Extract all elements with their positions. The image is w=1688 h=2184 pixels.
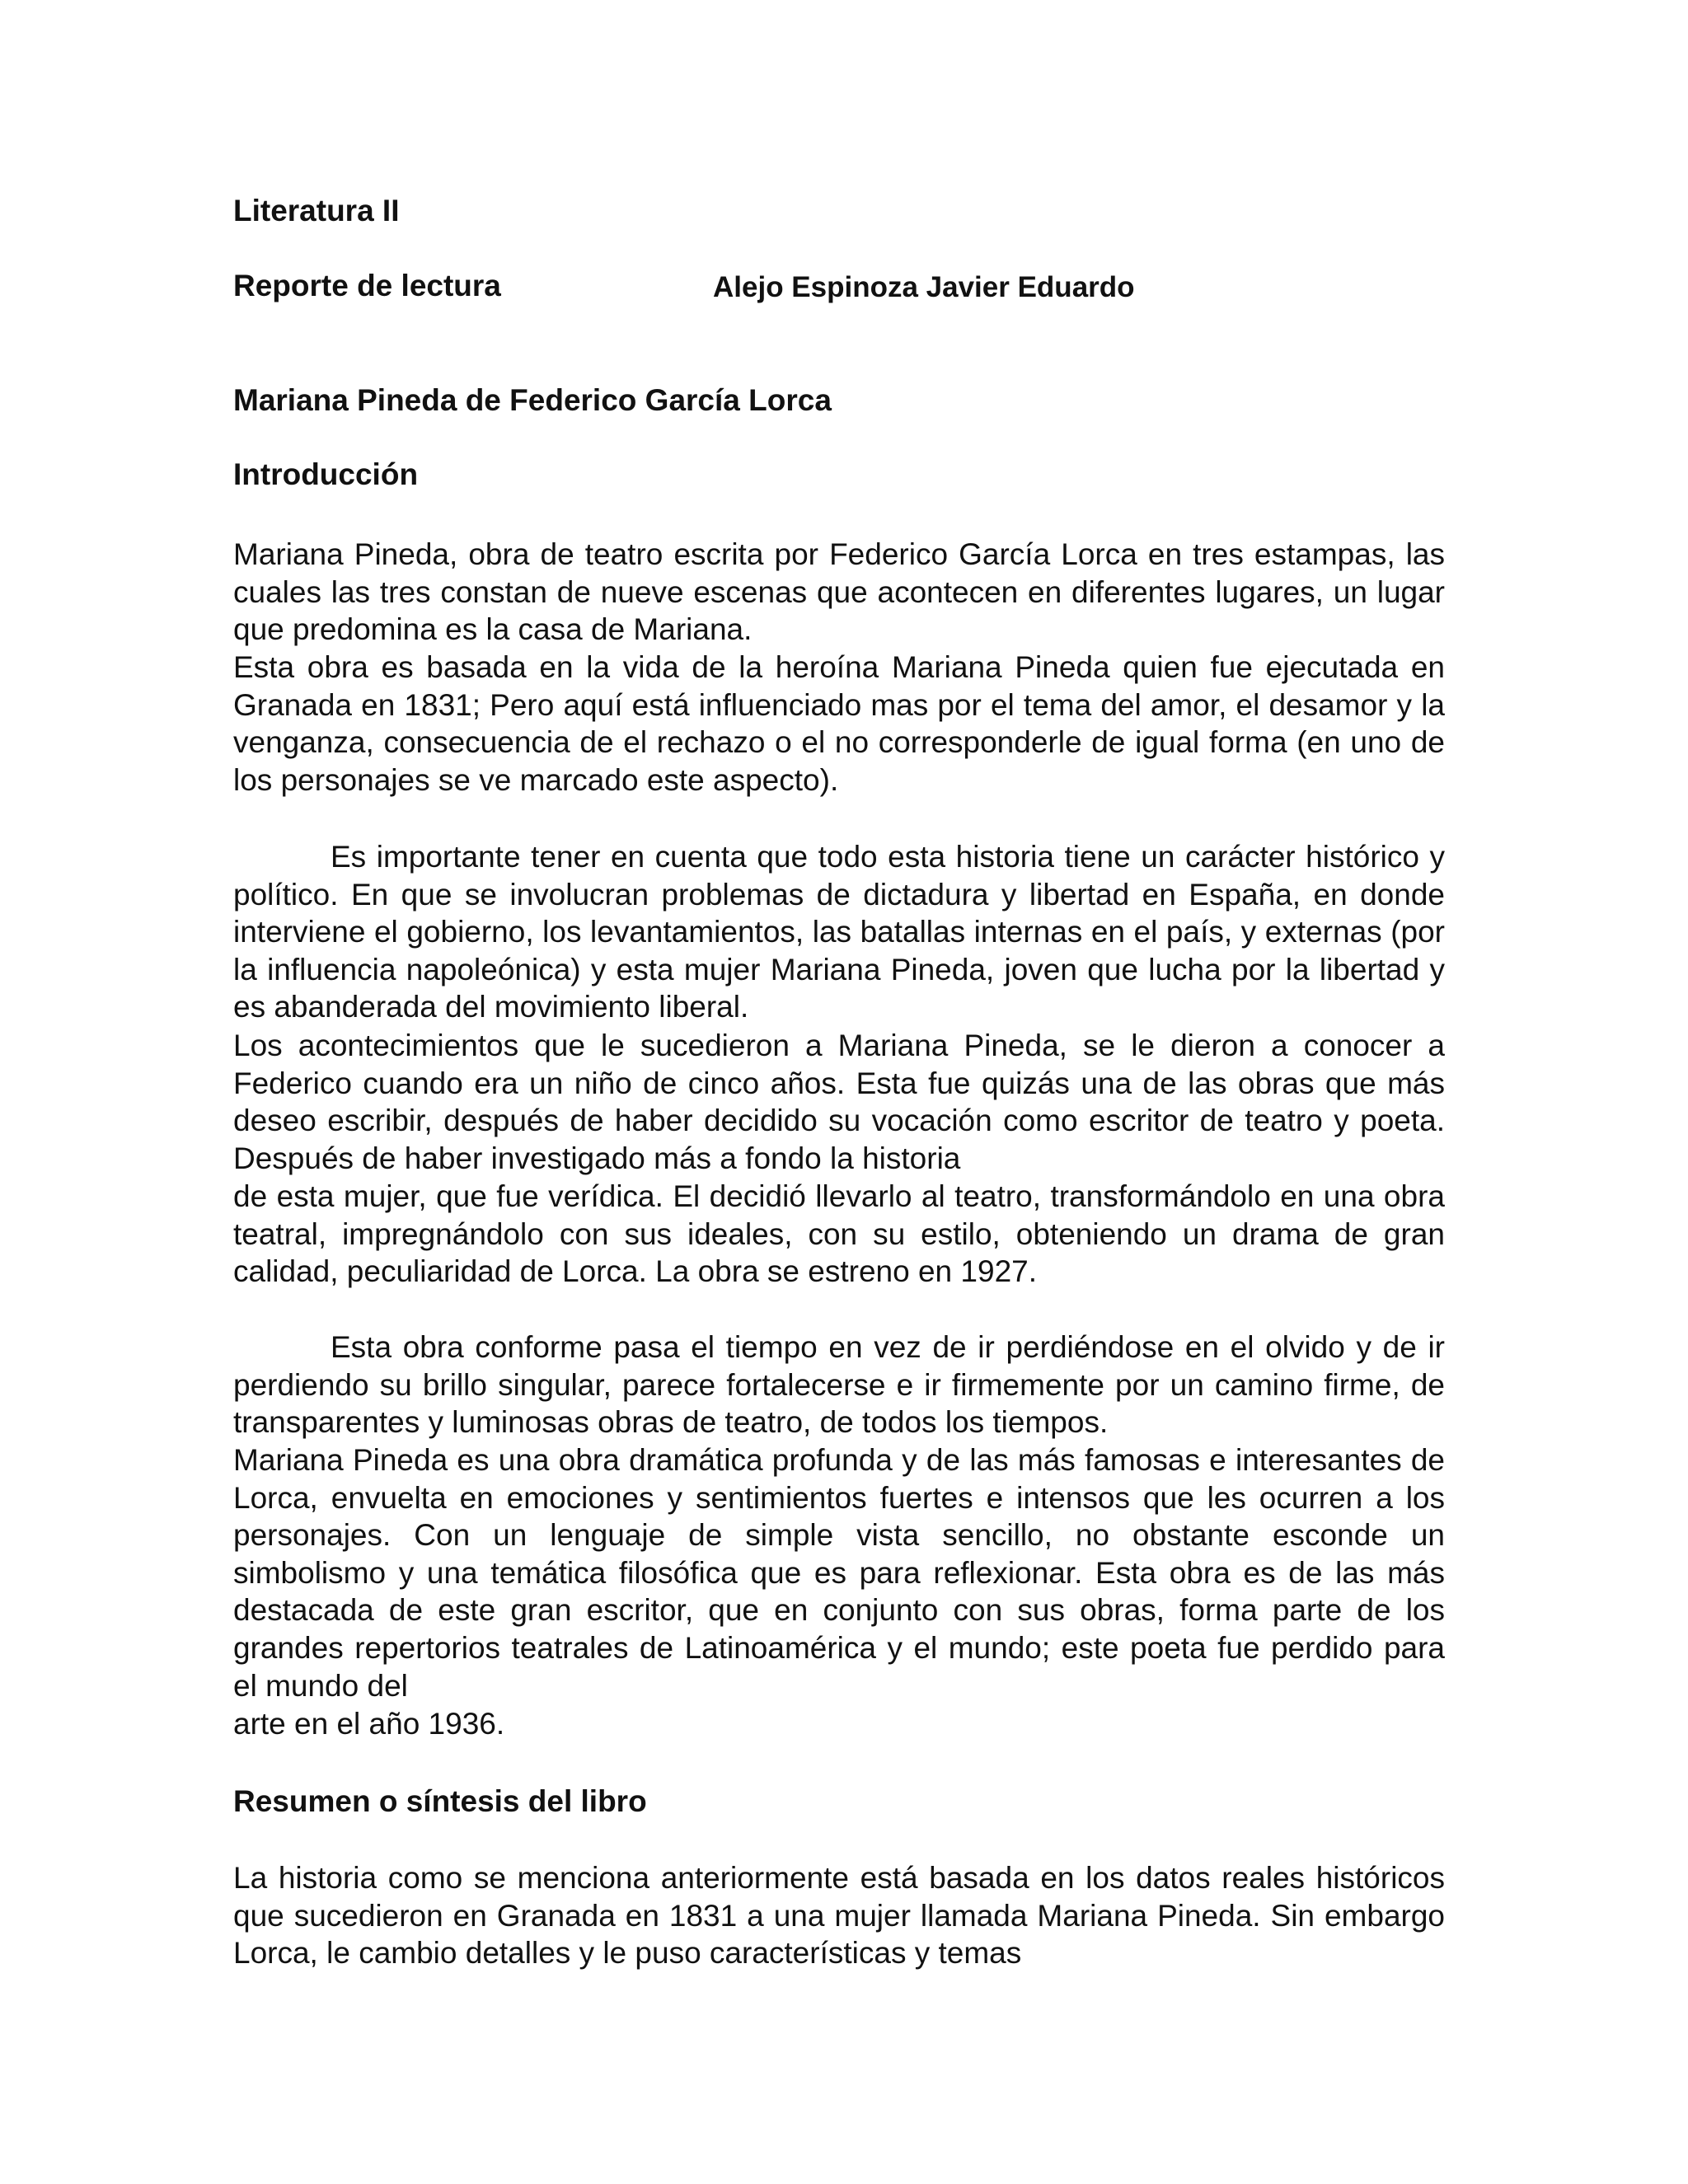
course-title: Literatura II [233, 194, 400, 227]
paragraph-intro-2: Esta obra es basada en la vida de la heroína Mariana Pineda quien fue ejecutada en Granada en 1831; Pero aquí está influenciado mas por el tema del amor, el desamor y la venganza, consecuencia de el rechazo o el no corresponderle de igual forma (en uno de los personajes se ve marcado este aspecto). [233, 650, 1445, 797]
introduction-heading: Introducción [233, 457, 419, 491]
paragraph-intro-5: de esta mujer, que fue verídica. El decidió llevarlo al teatro, transformándolo en una obra teatral, impregnándolo con sus ideales, con su estilo, obteniendo un drama de gran calidad, peculiaridad de Lorca. La obra se estreno en 1927. [233, 1179, 1445, 1289]
paragraph-intro-1: Mariana Pineda, obra de teatro escrita por Federico García Lorca en tres estampas, las cuales las tres constan de nueve escenas que acontecen en diferentes lugares, un lugar que predomina es la casa de Mariana. [233, 537, 1445, 647]
paragraph-summary-1: La historia como se menciona anteriormente está basada en los datos reales históricos que sucedieron en Granada en 1831 a una mujer llamada Mariana Pineda. Sin embargo Lorca, le cambio detalles y le puso características y temas [233, 1861, 1445, 1971]
author-name: Alejo Espinoza Javier Eduardo [713, 271, 1135, 303]
paragraph-intro-6: Esta obra conforme pasa el tiempo en vez de ir perdiéndose en el olvido y de ir perdiendo su brillo singular, parece fortalecerse e ir firmemente por un camino firme, de transparentes y luminosas obras de teatro, de todos los tiempos. [233, 1330, 1445, 1440]
report-type: Reporte de lectura [233, 269, 501, 302]
paragraph-intro-8: arte en el año 1936. [233, 1707, 505, 1741]
document-title: Mariana Pineda de Federico García Lorca [233, 383, 832, 417]
paragraph-intro-3: Es importante tener en cuenta que todo esta historia tiene un carácter histórico y político. En que se involucran problemas de dictadura y libertad en España, en donde interviene el gobierno, los levantamientos, las batallas internas en el país, y externas (por la influencia napoleónica) y esta mujer Mariana Pineda, joven que lucha por la libertad y es abanderada del movimiento liberal. [233, 840, 1445, 1024]
paragraph-intro-4: Los acontecimientos que le sucedieron a Mariana Pineda, se le dieron a conocer a Federico cuando era un niño de cinco años. Esta fue quizás una de las obras que más deseo escribir, después de haber decidido su vocación como escritor de teatro y poeta. Después de haber investigado más a fondo la historia [233, 1029, 1445, 1175]
paragraph-intro-7: Mariana Pineda es una obra dramática profunda y de las más famosas e interesantes de Lorca, envuelta en emociones y sentimientos fuertes e intensos que les ocurren a los personajes. Con un lenguaje de simple vista sencillo, no obstante esconde un simbolismo y una temática filosófica que es para reflexionar. Esta obra es de las más destacada de este gran escritor, que en conjunto con sus obras, forma parte de los grandes repertorios teatrales de Latinoamérica y el mundo; este poeta fue perdido para el mundo del [233, 1443, 1445, 1703]
summary-heading: Resumen o síntesis del libro [233, 1784, 647, 1818]
